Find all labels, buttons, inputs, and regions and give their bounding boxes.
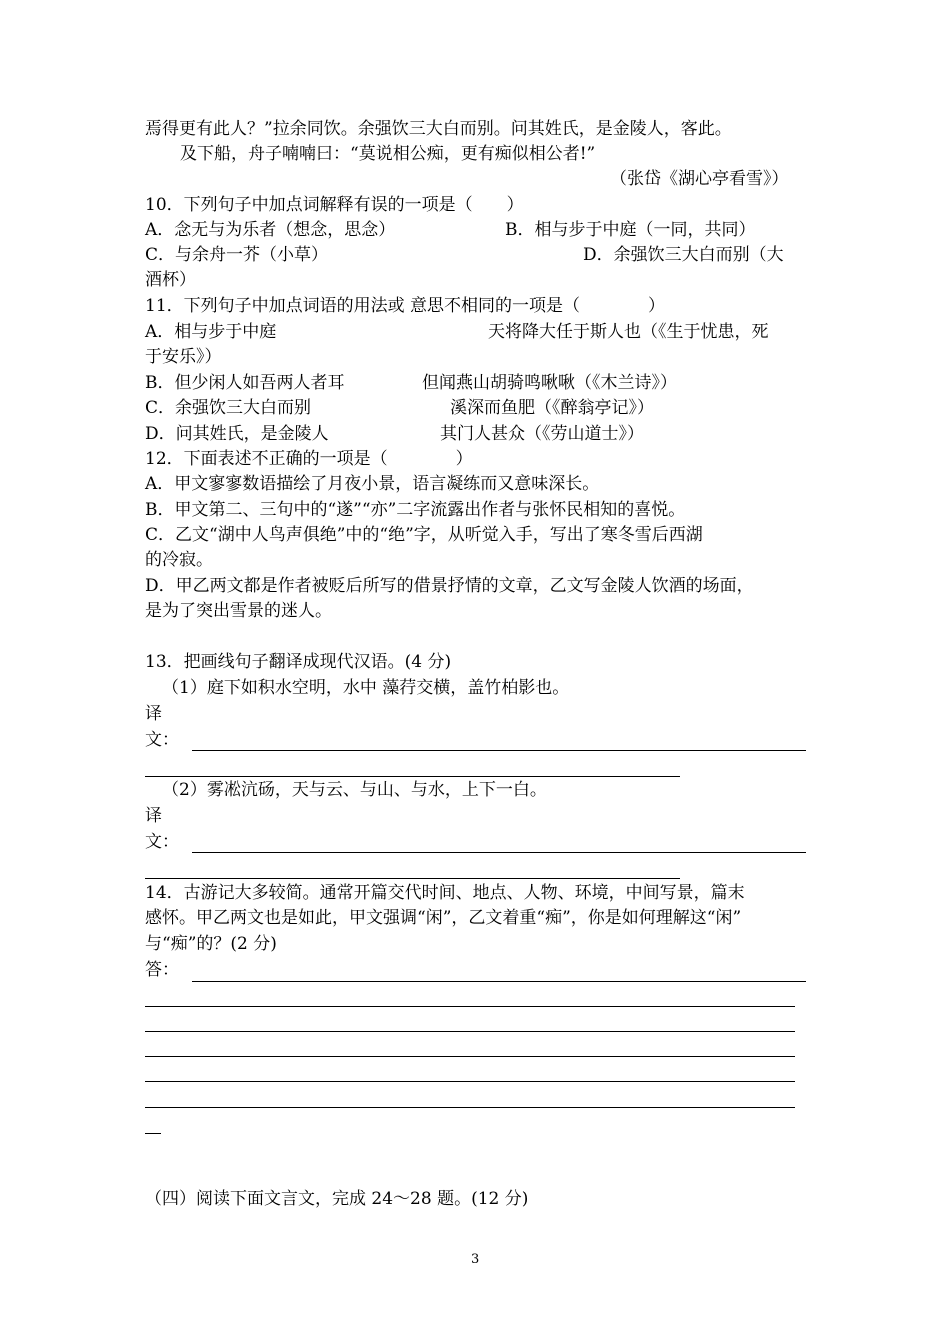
question-10-option-a: A．念无与为乐者（想念，思念） [145,220,396,240]
translation-label-top: 译 [145,806,162,826]
question-10-option-b: B．相与步于中庭（一同，共同） [505,220,756,240]
question-11-option-d-left: D．问其姓氏，是金陵人 [145,424,329,444]
question-11-option-c-right: 溪深而鱼肥（《醉翁亭记》） [450,398,654,418]
question-14-stem: 14．古游记大多较简。通常开篇交代时间、地点、人物、环境，中间写景，篇末 [145,883,745,903]
question-12-option-d-cont: 是为了突出雪景的迷人。 [145,601,332,621]
answer-label: 答： [145,960,179,980]
question-13-stem: 13．把画线句子翻译成现代汉语。(4 分) [145,652,452,672]
question-12-stem: 12．下面表述不正确的一项是（ ） [145,449,473,469]
answer-line [145,1107,795,1108]
translation-label-bottom: 文： [145,730,179,750]
question-11-option-b-right: 但闻燕山胡骑鸣啾啾（《木兰诗》） [422,373,677,393]
question-10-option-d: D．余强饮三大白而别（大 [583,245,784,265]
answer-line [192,750,806,751]
question-10-stem: 10．下列句子中加点词解释有误的一项是（ ） [145,195,524,215]
question-13-sentence-1: （1）庭下如积水空明，水中 藻荇交横，盖竹柏影也。 [162,678,570,698]
answer-line [145,1006,795,1007]
answer-line [145,1133,161,1134]
translation-label-top: 译 [145,704,162,724]
question-10-option-c: C．与余舟一芥（小草） [145,245,329,265]
question-11-option-b-left: B．但少闲人如吾两人者耳 [145,373,345,393]
question-11-option-a-left: A．相与步于中庭 [145,322,277,342]
question-12-option-c: C．乙文“湖中人鸟声俱绝”中的“绝”字，从听觉入手，写出了寒冬雪后西湖 [145,525,703,545]
answer-line [145,1031,795,1032]
section-4-heading: （四）阅读下面文言文，完成 24～28 题。(12 分) [145,1189,529,1209]
passage-line: 焉得更有此人？”拉余同饮。余强饮三大白而别。问其姓氏，是金陵人，客此。 [145,119,732,139]
question-12-option-d: D．甲乙两文都是作者被贬后所写的借景抒情的文章，乙文写金陵人饮酒的场面， [145,576,754,596]
question-12-option-c-cont: 的冷寂。 [145,550,213,570]
question-11-stem: 11．下列句子中加点词语的用法或 意思不相同的一项是（ ） [145,296,666,316]
question-14-stem-cont: 与“痴”的？(2 分) [145,934,277,954]
question-12-option-b: B．甲文第二、三句中的“遂”“亦”二字流露出作者与张怀民相知的喜悦。 [145,500,686,520]
answer-line [145,1081,795,1082]
passage-source: （张岱《湖心亭看雪》） [610,169,789,189]
question-13-sentence-2: （2）雾凇沆砀，天与云、与山、与水，上下一白。 [162,780,547,800]
answer-line [145,878,680,879]
question-12-option-a: A．甲文寥寥数语描绘了月夜小景，语言凝练而又意味深长。 [145,474,600,494]
answer-line [145,1056,795,1057]
question-11-option-c-left: C．余强饮三大白而别 [145,398,312,418]
question-10-option-d-cont: 酒杯） [145,270,196,290]
answer-line [192,981,806,982]
passage-line: 及下船，舟子喃喃曰：“莫说相公痴，更有痴似相公者!” [180,144,596,164]
translation-label-bottom: 文： [145,832,179,852]
question-14-stem-cont: 感怀。甲乙两文也是如此，甲文强调“闲”，乙文着重“痴”，你是如何理解这“闲” [145,908,742,928]
question-11-option-d-right: 其门人甚众（《劳山道士》） [440,424,644,444]
page-number: 3 [471,1252,480,1267]
answer-line [145,776,680,777]
answer-line [192,852,806,853]
question-11-option-a-cont: 于安乐》） [145,347,222,367]
question-11-option-a-right: 天将降大任于斯人也（《生于忧患，死 [488,322,769,342]
